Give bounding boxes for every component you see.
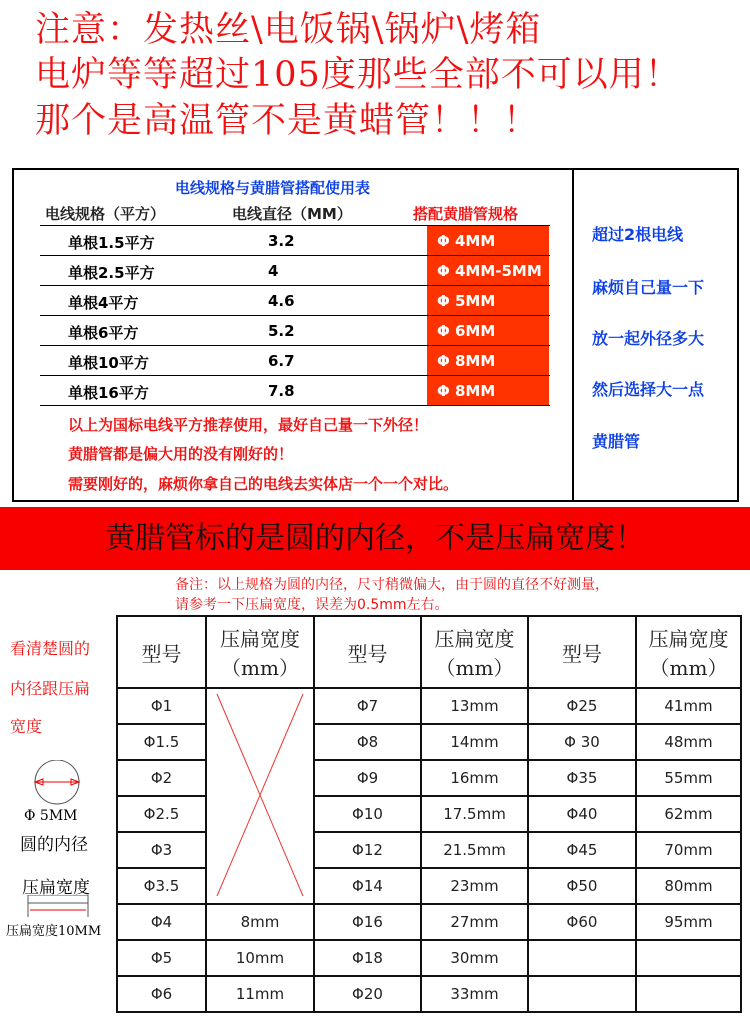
header-unit: （mm） <box>649 656 728 680</box>
model-cell: Φ4 <box>117 904 206 940</box>
diameter-cell: 4.6 <box>268 292 295 310</box>
model-cell: Φ20 <box>314 976 421 1012</box>
model-cell: Φ10 <box>314 796 421 832</box>
width-cell: 10mm <box>206 940 314 976</box>
header-width <box>206 616 314 688</box>
header-width-label: 压扁宽度 <box>434 627 515 651</box>
model-cell: Φ3.5 <box>117 868 206 904</box>
remark-1: 备注：以上规格为圆的内径，尺寸稍微偏大，由于圆的直径不好测量， <box>175 577 609 593</box>
spec-cell: 单根10平方 <box>68 354 149 372</box>
diameter-cell: 3.2 <box>268 232 295 250</box>
tube-cell: Φ 8MM <box>427 346 549 375</box>
width-cell: 62mm <box>636 796 741 832</box>
diameter-cell: 5.2 <box>268 322 295 340</box>
warning-line-3: 那个是高温管不是黄蜡管！！！ <box>35 101 540 141</box>
flat-title: 压扁宽度 <box>22 878 90 898</box>
model-cell: Φ18 <box>314 940 421 976</box>
spec-cell: 单根2.5平方 <box>68 264 155 282</box>
table-header-row <box>117 616 741 688</box>
spec-row <box>40 226 550 256</box>
side-tip-2: 麻烦自己量一下 <box>592 278 705 297</box>
warning-line-2: 电炉等等超过105度那些全部不可以用！ <box>35 55 681 95</box>
header-spec: 电线规格（平方） <box>45 205 166 223</box>
width-cell: 48mm <box>636 724 741 760</box>
header-width <box>636 616 741 688</box>
model-cell: Φ60 <box>528 904 636 940</box>
header-unit: （mm） <box>435 656 514 680</box>
left-note-3: 宽度 <box>10 717 43 736</box>
model-cell: Φ1 <box>117 688 206 724</box>
banner: 黄腊管标的是圆的内径，不是压扁宽度！ <box>0 507 750 570</box>
table1-title: 电线规格与黄腊管搭配使用表 <box>175 179 371 197</box>
cross-out-icon <box>207 688 313 902</box>
model-cell: Φ25 <box>528 688 636 724</box>
diameter-cell: 4 <box>268 262 279 280</box>
width-cell: 55mm <box>636 760 741 796</box>
model-cell: Φ6 <box>117 976 206 1012</box>
width-cell <box>636 940 741 976</box>
model-cell: Φ2.5 <box>117 796 206 832</box>
table-row <box>117 940 741 976</box>
spec-cell: 单根4平方 <box>68 294 139 312</box>
spec-cell: 单根16平方 <box>68 384 149 402</box>
width-cell: 21.5mm <box>421 832 528 868</box>
flat-caption: 压扁宽度10MM <box>6 924 102 939</box>
circle-caption: 圆的内径 <box>20 835 88 855</box>
model-cell <box>528 976 636 1012</box>
divider <box>572 168 574 502</box>
model-cell: Φ8 <box>314 724 421 760</box>
warning-line-1: 注意：发热丝\电饭锅\锅炉\烤箱 <box>35 10 542 50</box>
note-1: 以上为国标电线平方推荐使用，最好自己量一下外径！ <box>68 416 429 434</box>
width-cell: 70mm <box>636 832 741 868</box>
side-tip-4: 然后选择大一点 <box>592 380 705 399</box>
width-cell: 11mm <box>206 976 314 1012</box>
header-diameter: 电线直径（MM） <box>232 205 352 223</box>
spec-cell: 单根1.5平方 <box>68 234 155 252</box>
diameter-cell: 7.8 <box>268 382 295 400</box>
note-2: 黄腊管都是偏大用的没有刚好的！ <box>68 445 294 463</box>
model-cell: Φ7 <box>314 688 421 724</box>
model-cell: Φ5 <box>117 940 206 976</box>
header-unit: （mm） <box>221 656 299 680</box>
diameter-cell: 6.7 <box>268 352 295 370</box>
width-cell: 41mm <box>636 688 741 724</box>
width-cell: 17.5mm <box>421 796 528 832</box>
width-cell <box>636 976 741 1012</box>
side-tip-1: 超过2根电线 <box>592 225 684 244</box>
model-cell <box>528 940 636 976</box>
model-cell: Φ14 <box>314 868 421 904</box>
tube-cell: Φ 6MM <box>427 316 549 345</box>
model-cell: Φ2 <box>117 760 206 796</box>
tube-cell: Φ 8MM <box>427 376 549 405</box>
tube-cell: Φ 4MM-5MM <box>427 256 549 285</box>
tube-cell: Φ 5MM <box>427 286 549 315</box>
header-model: 型号 <box>314 616 421 688</box>
tube-cell: Φ 4MM <box>427 226 549 255</box>
header-width-label: 压扁宽度 <box>648 627 729 651</box>
spec-row <box>40 316 550 346</box>
model-cell: Φ 30 <box>528 724 636 760</box>
width-cell: 8mm <box>206 904 314 940</box>
circle-diagram-icon <box>30 760 90 810</box>
model-cell: Φ45 <box>528 832 636 868</box>
left-note-2: 内径跟压扁 <box>10 679 91 698</box>
spec-row <box>40 256 550 286</box>
spec-cell: 单根6平方 <box>68 324 139 342</box>
width-cell: 14mm <box>421 724 528 760</box>
model-cell: Φ50 <box>528 868 636 904</box>
spec-row <box>40 346 550 376</box>
flat-width-icon <box>24 895 94 917</box>
model-cell: Φ12 <box>314 832 421 868</box>
side-tip-5: 黄腊管 <box>592 432 641 451</box>
width-cell: 23mm <box>421 868 528 904</box>
width-cell: 33mm <box>421 976 528 1012</box>
header-tube: 搭配黄腊管规格 <box>413 205 519 223</box>
model-cell: Φ35 <box>528 760 636 796</box>
remark-2: 请参考一下压扁宽度，误差为0.5mm左右。 <box>175 597 449 613</box>
circle-label: Φ 5MM <box>24 808 78 824</box>
table-row <box>117 904 741 940</box>
model-cell: Φ9 <box>314 760 421 796</box>
left-note-1: 看清楚圆的 <box>10 639 91 658</box>
width-cell: 13mm <box>421 688 528 724</box>
width-cell: 16mm <box>421 760 528 796</box>
header-model: 型号 <box>528 616 636 688</box>
width-cell: 95mm <box>636 904 741 940</box>
model-cell: Φ40 <box>528 796 636 832</box>
spec-row <box>40 286 550 316</box>
model-cell: Φ1.5 <box>117 724 206 760</box>
table-row <box>117 976 741 1012</box>
header-model: 型号 <box>117 616 206 688</box>
width-cell: 80mm <box>636 868 741 904</box>
note-3: 需要刚好的，麻烦你拿自己的电线去实体店一个一个对比。 <box>68 475 459 493</box>
side-tip-3: 放一起外径多大 <box>592 329 705 348</box>
width-cell: 30mm <box>421 940 528 976</box>
spec-row <box>40 376 550 406</box>
model-cell: Φ16 <box>314 904 421 940</box>
header-width <box>421 616 528 688</box>
model-cell: Φ3 <box>117 832 206 868</box>
width-cell: 27mm <box>421 904 528 940</box>
header-width-label: 压扁宽度 <box>220 627 300 651</box>
